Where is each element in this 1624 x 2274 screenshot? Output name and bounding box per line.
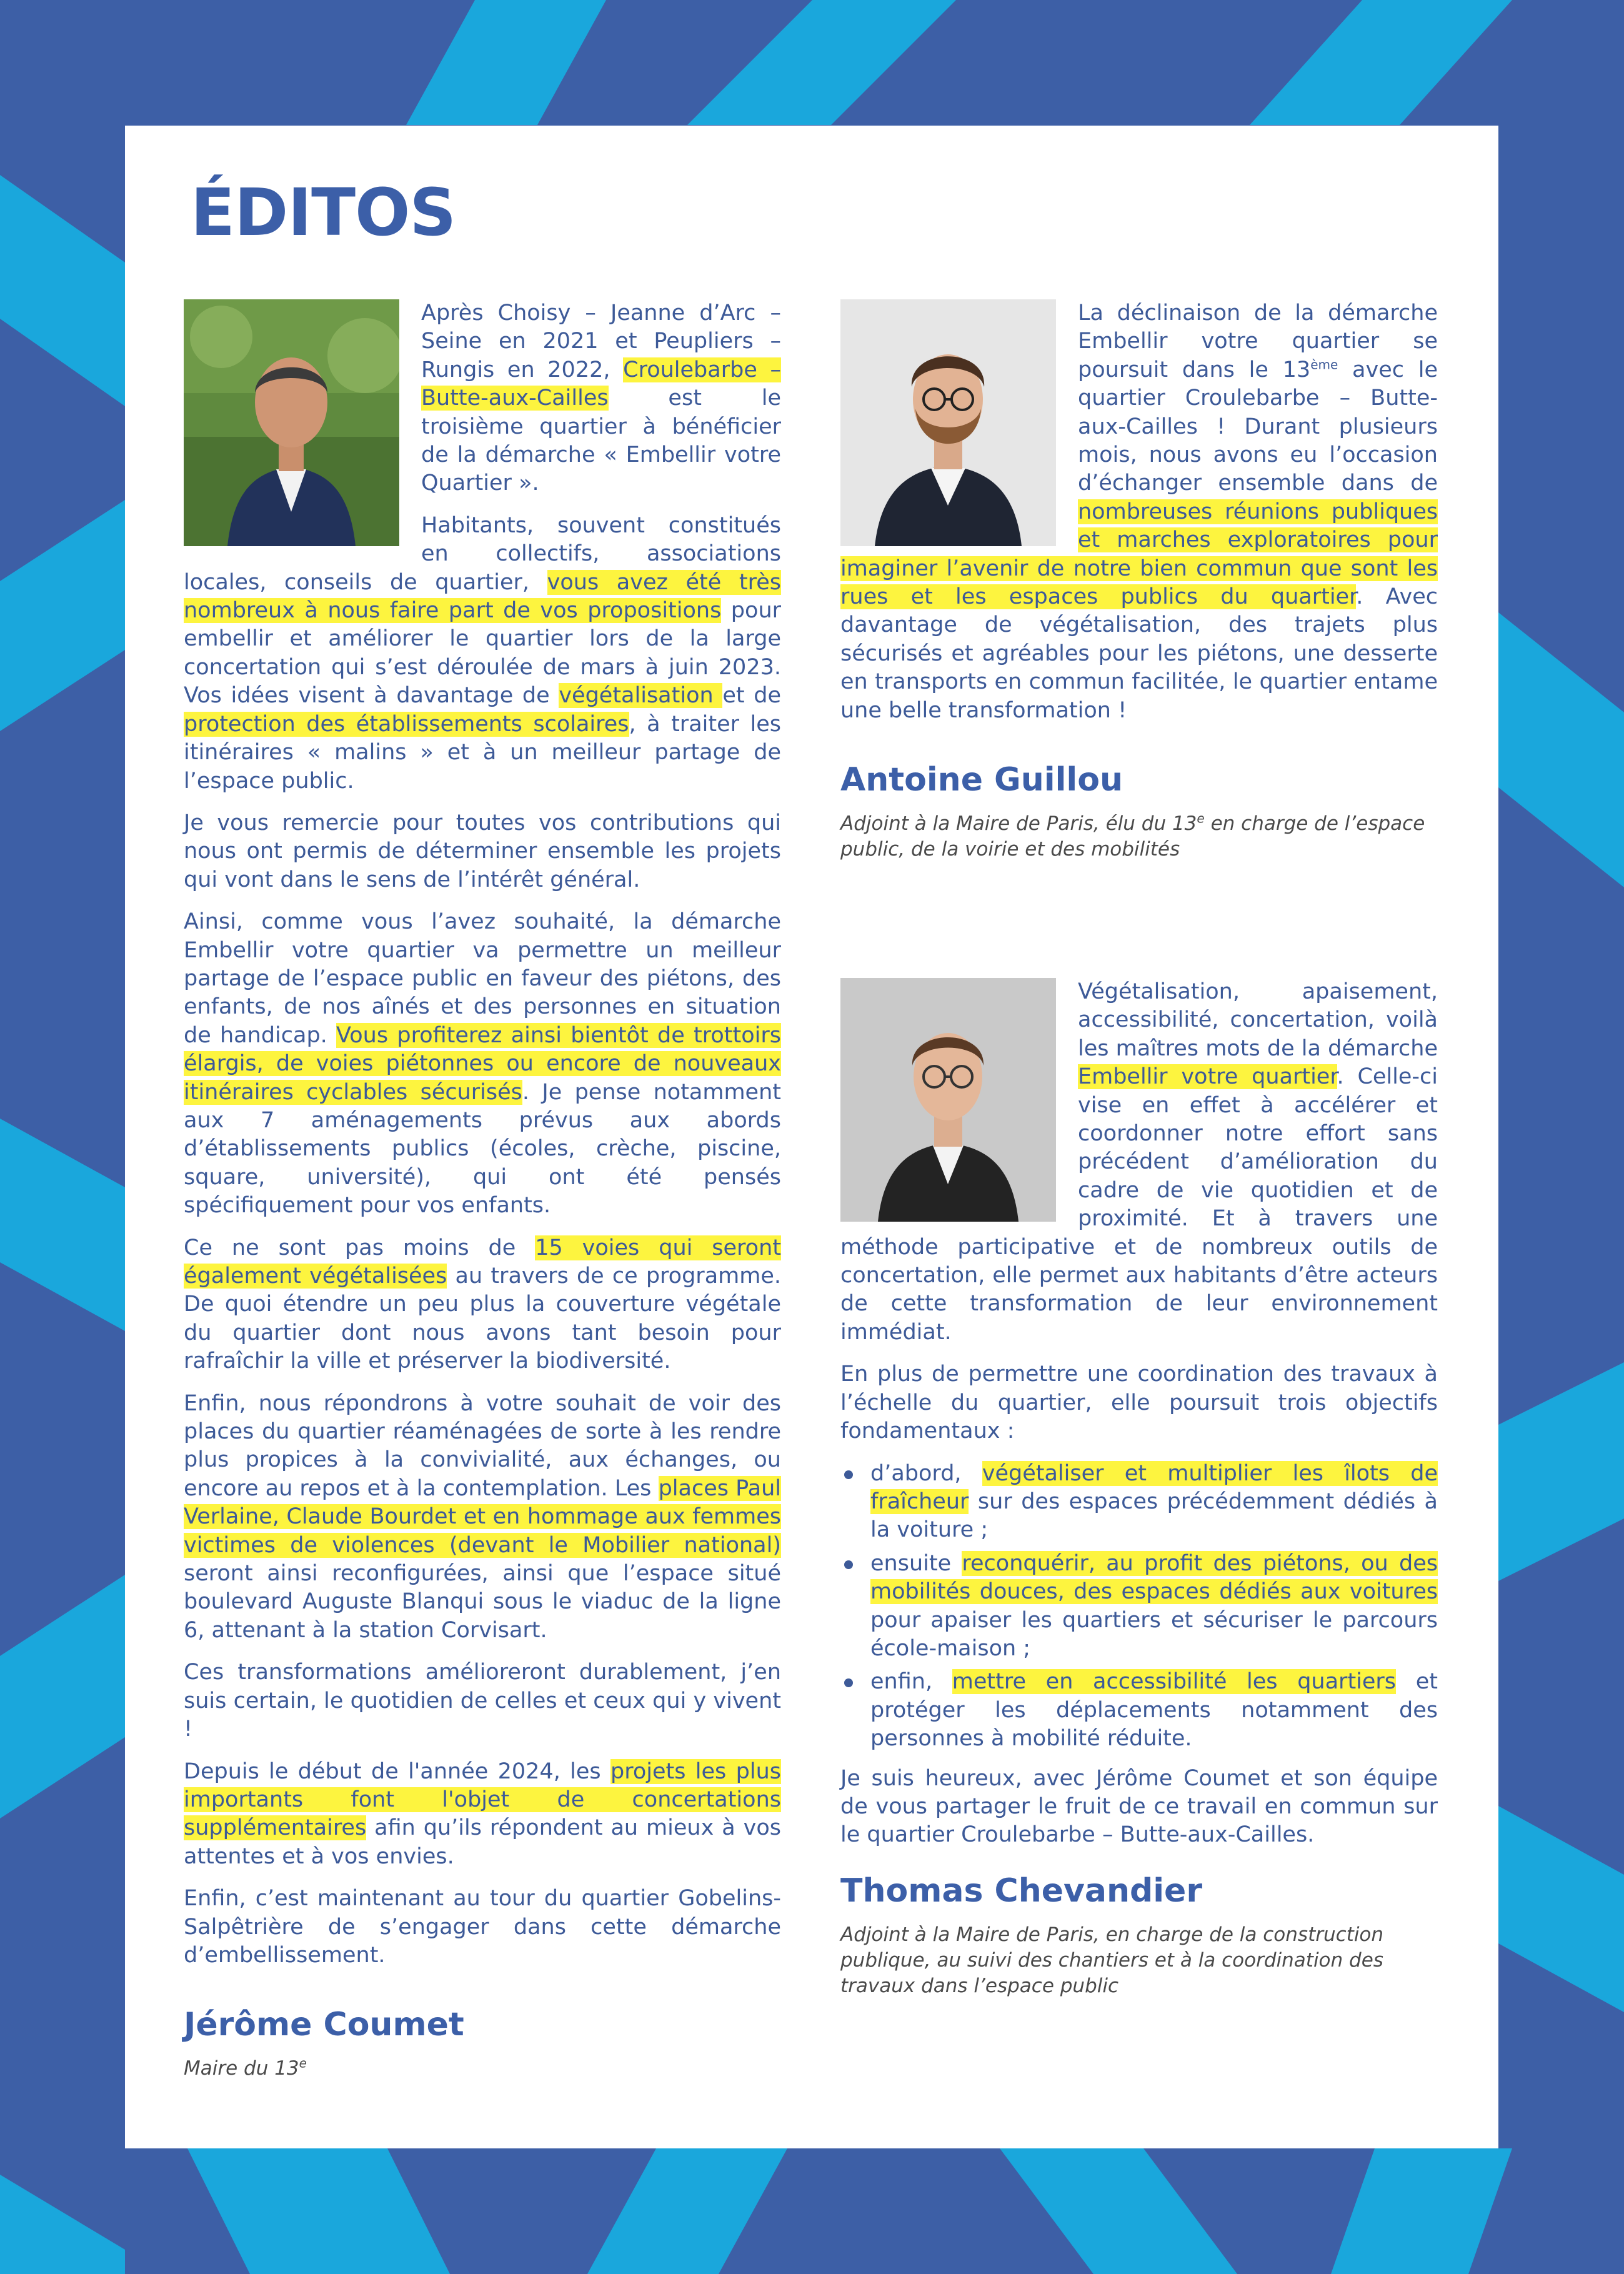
highlight: Vous profiterez ainsi bientôt de trottoirs élargis, de voies piétonnes ou encore de nouveaux itinéraires cyclables sécurisés [184, 1022, 781, 1105]
coumet-paragraph-2: Habitants, souvent constitués en collectifs, associations locales, conseils de quartier, vous avez été très nombreux à nous faire part de vos propositions pour embellir et améliorer le quartier lors de la large concertation qui s’est déroulée de mars à juin 2023. Vos idées visent à davantage de végétalisation et de protection des établissements scolaires, à traiter les itinéraires « malins » et à un meilleur partage de l’espace public. [184, 512, 782, 794]
signature-name-chevandier: Thomas Chevandier [840, 1872, 1202, 1910]
list-item: enfin, mettre en accessibilité les quartiers et protéger les déplacements notamment des personnes à mobilité réduite. [840, 1668, 1438, 1753]
portrait-coumet-photo [184, 299, 399, 546]
list-item: ensuite reconquérir, au profit des piétons, ou des mobilités douces, des espaces dédiés aux voitures pour apaiser les quartiers et sécuriser le parcours école-maison ; [840, 1550, 1438, 1663]
highlight: Croulebarbe – Butte-aux-Cailles [421, 357, 782, 411]
highlight: vous avez été très nombreux à nous faire part de vos propositions [184, 569, 781, 624]
bullet-icon [844, 1560, 853, 1569]
signature-name-coumet: Jérôme Coumet [184, 2006, 464, 2044]
coumet-paragraph-6: Enfin, nous répondrons à votre souhait de voir des places du quartier réaménagées de sorte à les rendre plus propices à la convivialité, aux échanges, ou encore au repos et à la contemplation. Les places Paul Verlaine, Claude Bourdet et en hommage aux femmes victimes de violences (devant le Mobilier national) seront ainsi reconfigurées, ainsi que l’espace situé boulevard Auguste Blanqui sous le viaduc de la ligne 6, attenant à la station Corvisart. [184, 1390, 781, 1643]
guillou-paragraph-1: La déclinaison de la démarche Embellir votre quartier se poursuit dans le 13ème avec le quartier Croulebarbe – Butte-aux-Cailles ! Durant plusieurs mois, nous avons eu l’occasion d’échanger ensemble dans de nombreuses réunions publiques et marches exploratoires pour imaginer l’avenir de notre bien commun que sont les rues et les espaces publics du quartier. Avec davantage de végétalisation, des trajets plus sécurisés et agréables pour les piétons, une desserte en transports en commun facilitée, le quartier entame une belle transformation ! [840, 301, 1438, 723]
highlight: protection des établissements scolaires [184, 711, 629, 737]
coumet-paragraph-4: Ainsi, comme vous l’avez souhaité, la démarche Embellir votre quartier va permettre un meilleur partage de l’espace public en faveur des piétons, des enfants, de nos aînés et des personnes en situation de handicap. Vous profiterez ainsi bientôt de trottoirs élargis, de voies piétonnes ou encore de nouveaux itinéraires cyclables sécurisés. Je pense notamment aux 7 aménagements prévus aux abords d’établissements publics (écoles, crèche, piscine, square, université), qui ont été pensés spécifiquement pour vos enfants. [184, 909, 781, 1219]
portrait-guillou-photo [840, 299, 1056, 546]
highlight: reconquérir, au profit des piétons, ou des mobilités douces, des espaces dédiés aux voitures [870, 1550, 1438, 1605]
highlight: végétaliser et multiplier les îlots de fraîcheur [870, 1460, 1438, 1514]
bullet-icon [844, 1470, 853, 1479]
highlight: Embellir votre quartier [1078, 1064, 1337, 1090]
signature-role-coumet: Maire du 13e [184, 2056, 307, 2080]
coumet-paragraph-7: Ces transformations amélioreront durablement, j’en suis certain, le quotidien de celles et ceux qui y vivent ! [184, 1660, 781, 1742]
editorial-guillou [840, 299, 1438, 876]
editorial-chevandier [840, 978, 1438, 2013]
chevandier-paragraph-2: En plus de permettre une coordination des travaux à l’échelle du quartier, elle poursuit trois objectifs fondamentaux : [840, 1362, 1438, 1444]
coumet-paragraph-1: Après Choisy – Jeanne d’Arc – Seine en 2021 et Peupliers – Rungis en 2022, Croulebarbe – Butte-aux-Cailles est le troisième quartier à bénéficier de la démarche « Embellir votre Quartier ». [421, 301, 782, 496]
highlight: végétalisation [559, 683, 723, 709]
list-item: d’abord, végétaliser et multiplier les îlots de fraîcheur sur des espaces précédemment dédiés à la voiture ; [840, 1460, 1438, 1545]
editorial-card [125, 126, 1498, 2148]
highlight: places Paul Verlaine, Claude Bourdet et en hommage aux femmes victimes de violences (devant le Mobilier national) [184, 1475, 781, 1558]
chevandier-paragraph-1: Végétalisation, apaisement, accessibilité, concertation, voilà les maîtres mots de la démarche Embellir votre quartier. Celle-ci vise en effet à accélérer et coordonner notre effort sans précédent d’amélioration du cadre de vie quotidien et de proximité. Et à travers une méthode participative et de nombreux outils de concertation, elle permet aux habitants d’être acteurs de cette transformation de leur environnement immédiat. [840, 979, 1438, 1345]
coumet-paragraph-8: Depuis le début de l'année 2024, les projets les plus importants font l'objet de concertations supplémentaires afin qu’ils répondent au mieux à vos attentes et à vos envies. [184, 1758, 781, 1869]
page-title: ÉDITOS [191, 174, 456, 251]
bullet-icon [844, 1678, 853, 1687]
portrait-chevandier-photo [840, 978, 1056, 1222]
coumet-paragraph-3: Je vous remercie pour toutes vos contributions qui nous ont permis de déterminer ensemble les projets qui vont dans le sens de l’intérêt général. [184, 810, 781, 892]
highlight: nombreuses réunions publiques et marches exploratoires pour imaginer l’avenir de notre bien commun que sont les rues et les espaces publics du quartier [840, 499, 1438, 610]
signature-role-chevandier: Adjoint à la Maire de Paris, en charge de la construction publique, au suivi des chantiers et à la coordination des travaux dans l’espace public [840, 1923, 1384, 1997]
highlight: projets les plus importants font l'objet de concertations supplémentaires [184, 1758, 781, 1841]
highlight: mettre en accessibilité les quartiers [952, 1669, 1397, 1695]
signature-name-guillou: Antoine Guillou [840, 761, 1123, 799]
coumet-paragraph-5: Ce ne sont pas moins de 15 voies qui seront également végétalisées au travers de ce programme. De quoi étendre un peu plus la couverture végétale du quartier dont nous avons tant besoin pour rafraîchir la ville et préserver la biodiversité. [184, 1235, 781, 1374]
highlight: 15 voies qui seront également végétalisées [184, 1235, 781, 1289]
editorial-coumet [184, 299, 781, 2095]
objectives-list [840, 1460, 1438, 1753]
chevandier-paragraph-3: Je suis heureux, avec Jérôme Coumet et son équipe de vous partager le fruit de ce travail en commun sur le quartier Croulebarbe – Butte-aux-Cailles. [840, 1765, 1438, 1848]
coumet-paragraph-9: Enfin, c’est maintenant au tour du quartier Gobelins-Salpêtrière de s’engager dans cette démarche d’embellissement. [184, 1886, 781, 1968]
signature-role-guillou: Adjoint à la Maire de Paris, élu du 13e en charge de l’espace public, de la voirie et des mobilités [840, 810, 1425, 861]
